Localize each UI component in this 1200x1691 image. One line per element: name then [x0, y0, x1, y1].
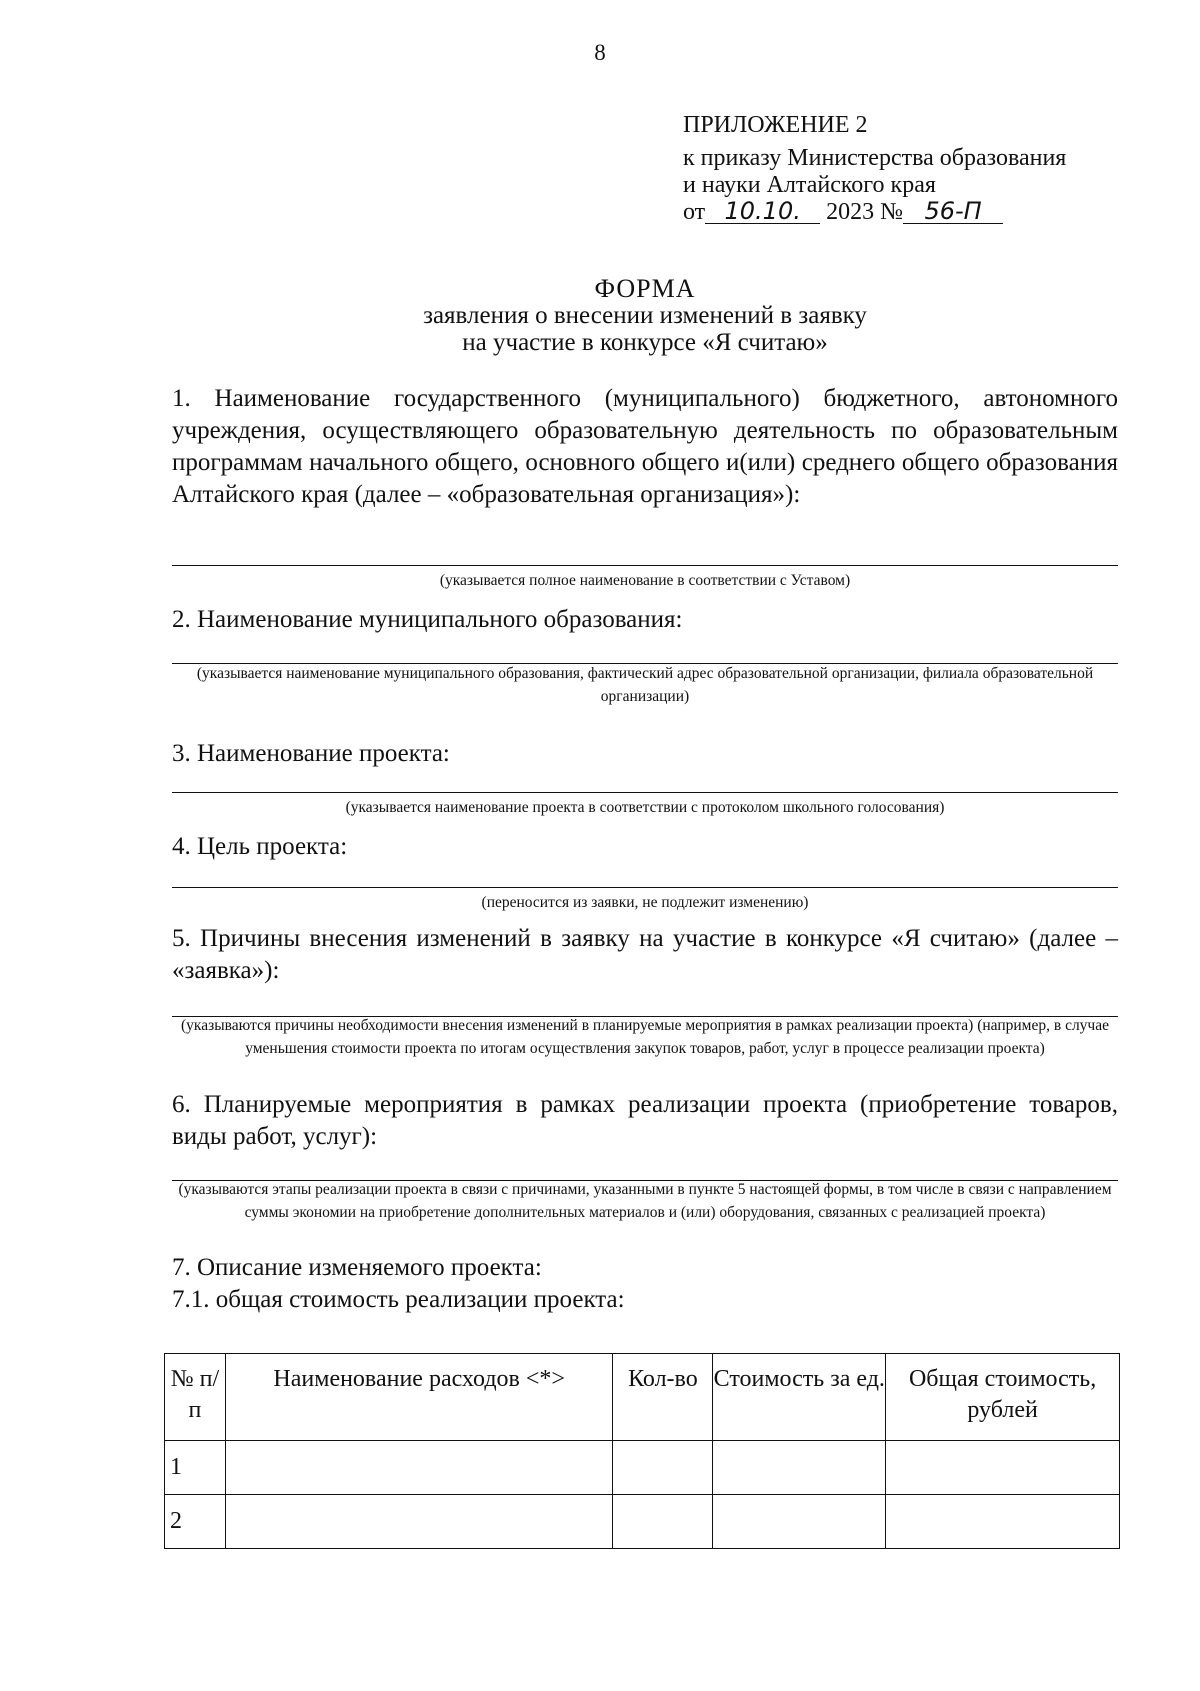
section-6-caption: (указываются этапы реализации проекта в связи с причинами, указанными в пункте 5 настоящей формы, в том числе в связи с направлением суммы экономии на приобретение дополнительных материалов и (или) оборудования, связанных с реализацией проекта) — [178, 1181, 1112, 1221]
table-row — [165, 1441, 1120, 1495]
total-cost-cell — [886, 1495, 1120, 1549]
header-expense-name: Наименование расходов <*> — [225, 1354, 613, 1441]
quantity-cell — [613, 1495, 713, 1549]
handwritten-order-number: 56-П — [903, 199, 1003, 224]
form-title-line-1: заявления о внесении изменений в заявку — [423, 302, 867, 329]
table-row — [165, 1495, 1120, 1549]
total-cost-cell — [886, 1441, 1120, 1495]
table-header-row — [165, 1354, 1120, 1441]
page-number: 8 — [594, 40, 606, 65]
section-7-text: 7. Описание изменяемого проекта: — [172, 1254, 542, 1281]
header-quantity: Кол-во — [613, 1354, 713, 1441]
header-number: № п/п — [165, 1354, 226, 1441]
section-2-caption: (указывается наименование муниципального образования, фактический адрес образовательной организации, филиала образовательной организации) — [196, 665, 1094, 705]
section-4-fill-line — [172, 887, 1118, 888]
date-prefix: от — [683, 199, 706, 225]
section-5-caption: (указываются причины необходимости внесения изменений в планируемые мероприятия в рамках реализации проекта) (например, в случае уменьшения стоимости проекта по итогам осуществления закупок товаров, работ, услуг в процессе реализации проекта) — [180, 1017, 1109, 1057]
section-1-caption: (указывается полное наименование в соответствии с Уставом) — [439, 572, 851, 589]
section-2-text: 2. Наименование муниципального образования: — [172, 606, 683, 633]
section-6-text: 6. Планируемые мероприятия в рамках реализации проекта (приобретение товаров, виды работ, услуг): — [172, 1091, 1118, 1150]
unit-cost-cell — [713, 1441, 886, 1495]
section-1-text: 1. Наименование государственного (муниципального) бюджетного, автономного учреждения, осуществляющего образовательную деятельность по образовательным программам начального общего, основного общего и(или) среднего общего образования Алтайского края (далее – «образовательная организация»): — [172, 385, 1118, 508]
section-7-1-text: 7.1. общая стоимость реализации проекта: — [172, 1286, 625, 1313]
section-3-fill-line — [172, 792, 1118, 793]
expense-name-cell — [225, 1441, 613, 1495]
quantity-cell — [613, 1441, 713, 1495]
section-5-text: 5. Причины внесения изменений в заявку на участие в конкурсе «Я считаю» (далее – «заявка»): — [172, 925, 1118, 984]
header-total-cost: Общая стоимость, рублей — [886, 1354, 1120, 1441]
header-unit-cost: Стоимость за ед. — [713, 1354, 886, 1441]
section-3-caption: (указывается наименование проекта в соответствии с протоколом школьного голосования) — [345, 799, 945, 816]
appendix-line-1: к приказу Министерства образования — [683, 145, 1067, 171]
appendix-line-2: и науки Алтайского края — [683, 172, 936, 198]
appendix-title: ПРИЛОЖЕНИЕ 2 — [683, 112, 868, 138]
appendix-date-line — [683, 199, 1066, 226]
form-title-main: ФОРМА — [594, 274, 696, 303]
appendix-block — [683, 112, 1066, 226]
section-1-fill-line — [172, 565, 1118, 566]
form-title-line-2: на участие в конкурсе «Я считаю» — [462, 329, 828, 356]
cost-table — [164, 1353, 1120, 1549]
unit-cost-cell — [713, 1495, 886, 1549]
year-number-label: 2023 № — [826, 199, 904, 225]
section-4-text: 4. Цель проекта: — [172, 833, 348, 860]
expense-name-cell — [225, 1495, 613, 1549]
form-title — [0, 275, 1200, 356]
handwritten-date: 10.10. — [705, 199, 820, 224]
section-3-text: 3. Наименование проекта: — [172, 740, 450, 767]
row-number-cell: 2 — [165, 1495, 226, 1549]
row-number-cell: 1 — [165, 1441, 226, 1495]
section-4-caption: (переносится из заявки, не подлежит изменению) — [481, 894, 809, 911]
